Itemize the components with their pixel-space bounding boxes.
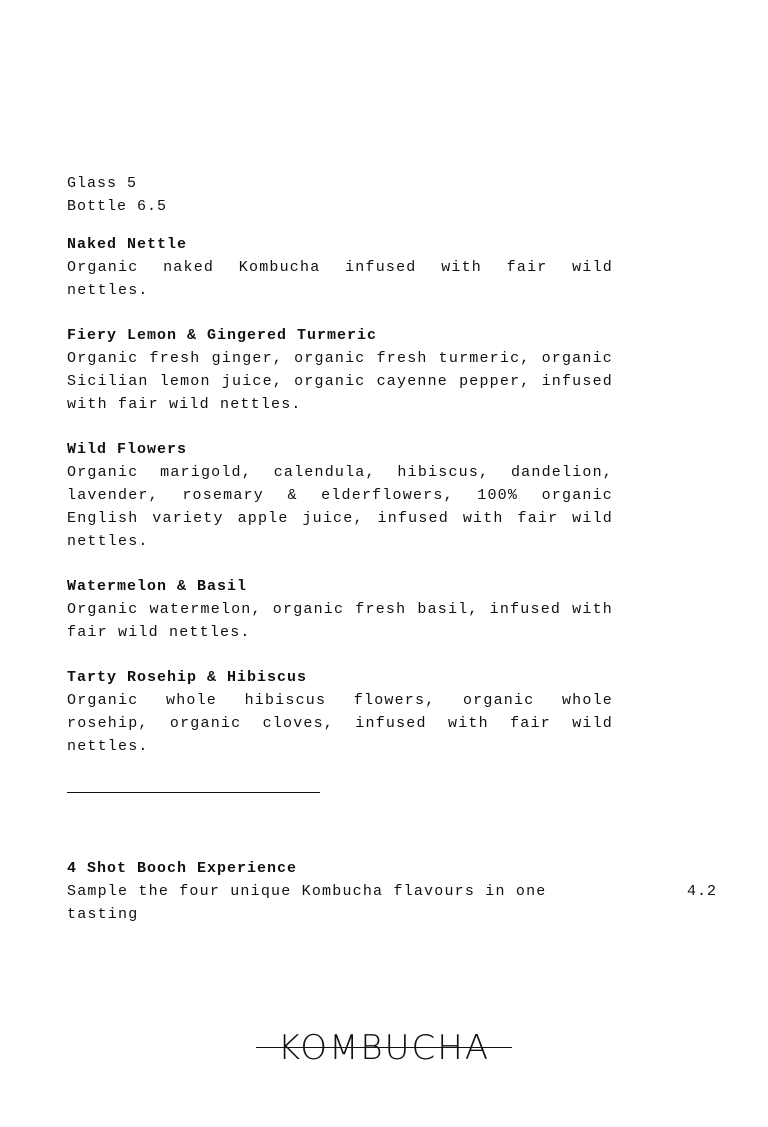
menu-item-name: Fiery Lemon & Gingered Turmeric	[67, 327, 378, 344]
menu-item-description: Organic watermelon, organic fresh basil, infused with fair wild nettles.	[67, 601, 613, 641]
section-divider	[67, 792, 320, 793]
menu-item-description: Organic whole hibiscus flowers, organic whole rosehip, organic cloves, infused with fair wild nettles.	[67, 692, 613, 755]
menu-item-name: Naked Nettle	[67, 236, 188, 253]
price-block	[67, 172, 167, 218]
menu-item-description: Organic naked Kombucha infused with fair wild nettles.	[67, 259, 613, 299]
menu-item	[67, 233, 613, 302]
tasting-item	[67, 857, 717, 926]
menu-item	[67, 438, 613, 553]
menu-item-name: Wild Flowers	[67, 441, 188, 458]
tasting-item-name: 4 Shot Booch Experience	[67, 860, 298, 877]
menu-item	[67, 666, 613, 758]
menu-item-name: Watermelon & Basil	[67, 578, 248, 595]
glass-price: Glass 5	[67, 175, 138, 192]
menu-item-name: Tarty Rosehip & Hibiscus	[67, 669, 308, 686]
menu-item-description: Organic fresh ginger, organic fresh turmeric, organic Sicilian lemon juice, organic cayenne pepper, infused with fair wild nettles.	[67, 350, 613, 413]
menu-item	[67, 324, 613, 416]
tasting-item-description: Sample the four unique Kombucha flavours in one tasting	[67, 883, 547, 923]
logo-strike-line	[256, 1047, 512, 1048]
menu-item	[67, 575, 613, 644]
logo-wordmark: KOMBUCHA	[277, 1028, 491, 1068]
kombucha-logo	[256, 1025, 512, 1071]
tasting-item-price: 4.2	[686, 883, 717, 900]
bottle-price: Bottle 6.5	[67, 198, 168, 215]
kombucha-menu	[67, 233, 613, 780]
menu-item-description: Organic marigold, calendula, hibiscus, dandelion, lavender, rosemary & elderflowers, 100% organic English variety apple juice, infused with fair wild nettles.	[67, 464, 613, 550]
